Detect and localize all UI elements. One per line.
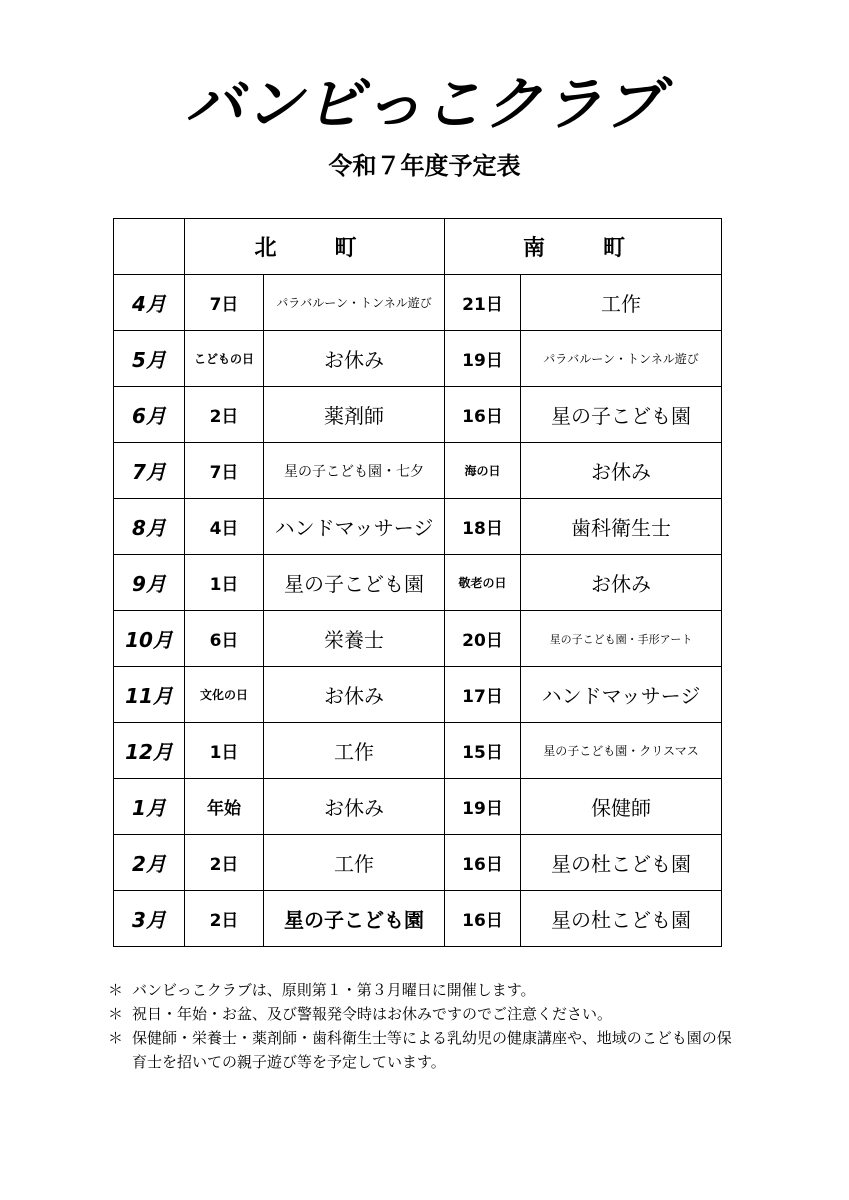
note-item: [108, 1026, 738, 1074]
south-activity-cell: ハンドマッサージ: [521, 667, 722, 723]
north-activity-cell: 工作: [264, 723, 445, 779]
table-row: [114, 891, 722, 947]
asterisk-mark: ＊: [108, 981, 124, 999]
north-activity-cell: 星の子こども園: [264, 555, 445, 611]
note-text: 祝日・年始・お盆、及び警報発令時はお休みですのでご注意ください。: [132, 1005, 613, 1023]
table-row: [114, 387, 722, 443]
south-activity-cell: 歯科衛生士: [521, 499, 722, 555]
north-activity-cell: 栄養士: [264, 611, 445, 667]
table-row: [114, 779, 722, 835]
north-day-cell: 4日: [185, 499, 264, 555]
asterisk-mark: ＊: [108, 1005, 124, 1023]
month-cell: 8月: [114, 499, 185, 555]
south-day-cell: 20日: [445, 611, 521, 667]
table-row: [114, 331, 722, 387]
north-activity-cell: 星の子こども園・七夕: [264, 443, 445, 499]
month-cell: 5月: [114, 331, 185, 387]
south-activity-cell: 星の杜こども園: [521, 835, 722, 891]
table-row: [114, 835, 722, 891]
table-row: [114, 723, 722, 779]
south-day-cell: 19日: [445, 779, 521, 835]
north-day-cell: 6日: [185, 611, 264, 667]
north-activity-cell: 星の子こども園: [264, 891, 445, 947]
south-activity-cell: パラバルーン・トンネル遊び: [521, 331, 722, 387]
south-day-cell: 16日: [445, 835, 521, 891]
schedule-table: [113, 218, 722, 947]
south-day-cell: 敬老の日: [445, 555, 521, 611]
south-activity-cell: 星の子こども園・クリスマス: [521, 723, 722, 779]
month-cell: 2月: [114, 835, 185, 891]
north-day-cell: こどもの日: [185, 331, 264, 387]
table-header-row: [114, 219, 722, 275]
north-day-cell: 7日: [185, 275, 264, 331]
page-title: バンビっこクラブ: [185, 70, 664, 138]
north-day-cell: 2日: [185, 387, 264, 443]
header-north: 北 町: [185, 219, 445, 275]
south-day-cell: 15日: [445, 723, 521, 779]
note-item: [108, 978, 738, 1002]
south-activity-cell: 星の子こども園: [521, 387, 722, 443]
month-cell: 3月: [114, 891, 185, 947]
month-cell: 7月: [114, 443, 185, 499]
south-day-cell: 19日: [445, 331, 521, 387]
table-row: [114, 275, 722, 331]
month-cell: 6月: [114, 387, 185, 443]
south-day-cell: 18日: [445, 499, 521, 555]
north-day-cell: 年始: [185, 779, 264, 835]
south-day-cell: 海の日: [445, 443, 521, 499]
north-day-cell: 1日: [185, 555, 264, 611]
month-cell: 10月: [114, 611, 185, 667]
south-activity-cell: お休み: [521, 555, 722, 611]
north-activity-cell: ハンドマッサージ: [264, 499, 445, 555]
header-blank-cell: [114, 219, 185, 275]
north-activity-cell: 工作: [264, 835, 445, 891]
south-activity-cell: 保健師: [521, 779, 722, 835]
south-day-cell: 17日: [445, 667, 521, 723]
south-day-cell: 16日: [445, 387, 521, 443]
table-row: [114, 667, 722, 723]
north-day-cell: 7日: [185, 443, 264, 499]
south-day-cell: 21日: [445, 275, 521, 331]
asterisk-mark: ＊: [108, 1029, 124, 1047]
table-row: [114, 499, 722, 555]
north-day-cell: 1日: [185, 723, 264, 779]
north-day-cell: 2日: [185, 835, 264, 891]
month-cell: 4月: [114, 275, 185, 331]
table-row: [114, 611, 722, 667]
month-cell: 1月: [114, 779, 185, 835]
north-activity-cell: お休み: [264, 667, 445, 723]
month-cell: 9月: [114, 555, 185, 611]
north-activity-cell: パラバルーン・トンネル遊び: [264, 275, 445, 331]
north-day-cell: 文化の日: [185, 667, 264, 723]
notes: [108, 978, 738, 1074]
south-activity-cell: 星の子こども園・手形アート: [521, 611, 722, 667]
month-cell: 11月: [114, 667, 185, 723]
page-subtitle: 令和７年度予定表: [328, 152, 521, 180]
north-activity-cell: お休み: [264, 779, 445, 835]
note-text: バンビっこクラブは、原則第１・第３月曜日に開催します。: [132, 981, 536, 999]
north-activity-cell: 薬剤師: [264, 387, 445, 443]
north-day-cell: 2日: [185, 891, 264, 947]
north-activity-cell: お休み: [264, 331, 445, 387]
table-row: [114, 555, 722, 611]
south-activity-cell: 星の杜こども園: [521, 891, 722, 947]
note-text: 保健師・栄養士・薬剤師・歯科衛生士等による乳幼児の健康講座や、地域のこども園の保育士を招いての親子遊び等を予定しています。: [132, 1029, 732, 1071]
note-item: [108, 1002, 738, 1026]
south-activity-cell: お休み: [521, 443, 722, 499]
south-day-cell: 16日: [445, 891, 521, 947]
month-cell: 12月: [114, 723, 185, 779]
header-south: 南 町: [445, 219, 722, 275]
south-activity-cell: 工作: [521, 275, 722, 331]
table-row: [114, 443, 722, 499]
